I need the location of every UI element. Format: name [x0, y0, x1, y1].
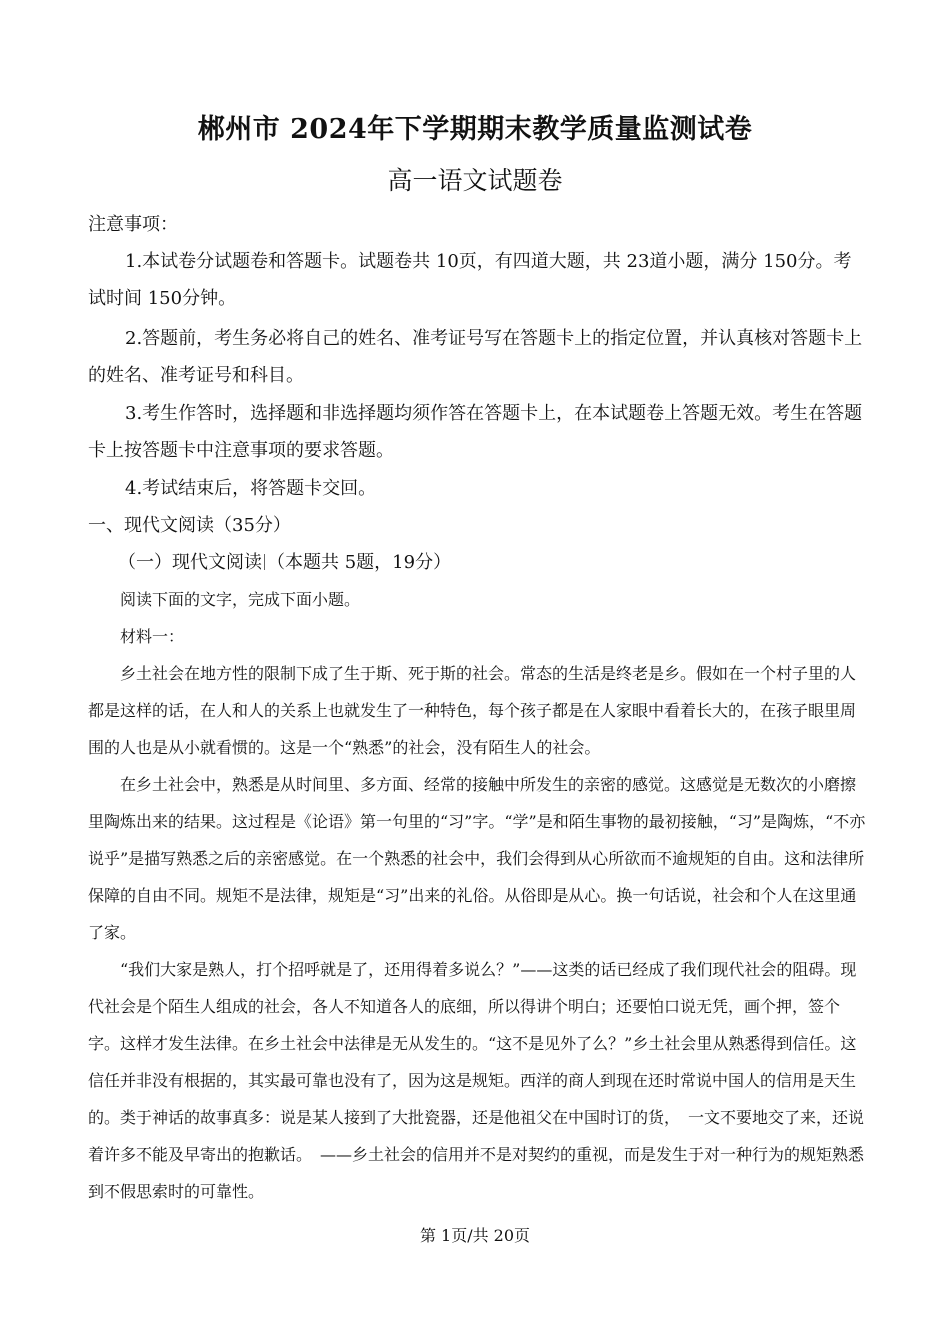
notice-item-2: 2.答题前，考生务必将自己的姓名、准考证号写在答题卡上的指定位置，并认真核对答题卡上的姓名、准考证号和科目。	[88, 328, 863, 386]
exam-title: 郴州市 2024年下学期期末教学质量监测试卷	[197, 114, 753, 145]
material-paragraph-2: 在乡土社会中，熟悉是从时间里、多方面、经常的接触中所发生的亲密的感觉。这感觉是无数次的小磨擦里陶炼出来的结果。这过程是《论语》第一句里的“习”字。“学”是和陌生事物的最初接触，“习”是陶炼，“不亦说乎”是描写熟悉之后的亲密感觉。在一个熟悉的社会中，我们会得到从心所欲而不逾规矩的自由。这和法律所保障的自由不同。规矩不是法律，规矩是“习”出来的礼俗。从俗即是从心。换一句话说，社会和个人在这里通了家。	[88, 775, 866, 942]
subsection-heading	[88, 544, 868, 581]
subsection-heading-part-a: （一）现代文阅读	[118, 552, 262, 573]
notice-item-1: 1.本试卷分试题卷和答题卡。试题卷共 10页，有四道大题，共 23道小题，满分 150分。考试时间 150分钟。	[88, 251, 852, 309]
section-heading: 一、现代文阅读（35分）	[88, 515, 291, 536]
material-paragraph-1: 乡土社会在地方性的限制下成了生于斯、死于斯的社会。常态的生活是终老是乡。假如在一个村子里的人都是这样的话，在人和人的关系上也就发生了一种特色，每个孩子都是在人家眼中看着长大的，在孩子眼里周围的人也是从小就看惯的。这是一个“熟悉”的社会，没有陌生人的社会。	[88, 664, 857, 757]
notice-item-3: 3.考生作答时，选择题和非选择题均须作答在答题卡上，在本试题卷上答题无效。考生在答题卡上按答题卡中注意事项的要求答题。	[88, 403, 863, 461]
exam-subtitle: 高一语文试题卷	[387, 166, 563, 195]
notice-heading: 注意事项：	[88, 214, 178, 235]
material-label: 材料一：	[120, 627, 185, 646]
text-cursor	[264, 554, 265, 570]
material-paragraph-3: “我们大家是熟人，打个招呼就是了，还用得着多说么？”——这类的话已经成了我们现代社会的阻碍。现代社会是个陌生人组成的社会，各人不知道各人的底细，所以得讲个明白；还要怕口说无凭，画个押，签个字。这样才发生法律。在乡土社会中法律是无从发生的。“这不是见外了么？”乡土社会里从熟悉得到信任。这信任并非没有根据的，其实最可靠也没有了，因为这是规矩。西洋的商人到现在还时常说中国人的信用是天生的。类于神话的故事真多：说是某人接到了大批瓷器，还是他祖父在中国时订的货， 一文不要地交了来，还说着许多不能及早寄出的抱歉话。 ——乡土社会的信用并不是对契约的重视，而是发生于对一种行为的规矩熟悉到不假思索时的可靠性。	[88, 960, 865, 1201]
notice-item-4: 4.考试结束后，将答题卡交回。	[125, 478, 377, 499]
page-number: 第 1页/共 20页	[419, 1226, 531, 1245]
subsection-heading-part-b: （本题共 5题，19分）	[267, 552, 452, 573]
reading-instruction: 阅读下面的文字，完成下面小题。	[120, 590, 361, 609]
